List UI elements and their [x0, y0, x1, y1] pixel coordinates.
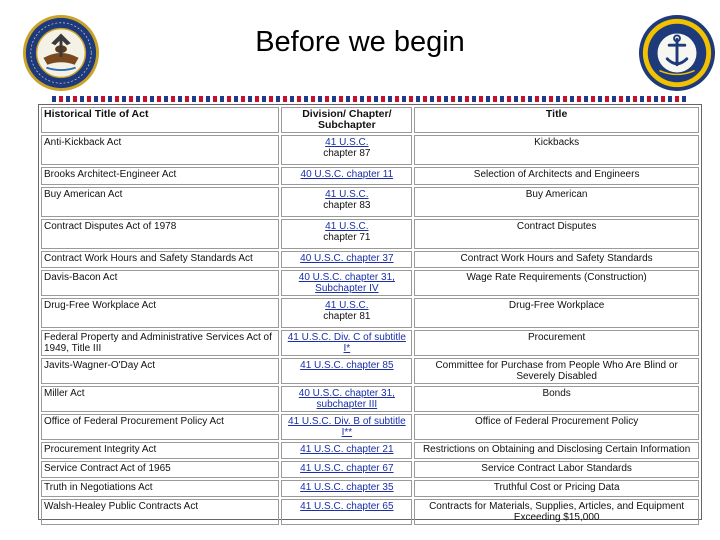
act-historical-title: Walsh-Healey Public Contracts Act: [41, 499, 279, 525]
code-citation-link[interactable]: 41 U.S.C. Div. B of subtitle I**: [288, 416, 406, 438]
code-citation-link[interactable]: 41 U.S.C.: [325, 221, 369, 232]
act-historical-title: Procurement Integrity Act: [41, 442, 279, 459]
navy-seal-icon: [22, 14, 100, 92]
act-title: Drug-Free Workplace: [414, 298, 699, 328]
table-row: [41, 135, 699, 165]
code-citation-link[interactable]: 41 U.S.C. chapter 21: [300, 444, 394, 455]
slide-title: Before we begin: [255, 26, 465, 58]
act-division-chapter: [281, 442, 412, 459]
act-title: Wage Rate Requirements (Construction): [414, 270, 699, 296]
table-row: [41, 480, 699, 497]
code-chapter-label: chapter 81: [323, 311, 371, 322]
act-title: Service Contract Labor Standards: [414, 461, 699, 478]
code-citation-link[interactable]: 41 U.S.C.: [325, 137, 369, 148]
acts-table: [39, 105, 701, 527]
act-division-chapter: [281, 414, 412, 440]
code-citation-link[interactable]: 41 U.S.C. chapter 65: [300, 501, 394, 512]
table-row: [41, 386, 699, 412]
code-citation-link[interactable]: 41 U.S.C.: [325, 189, 369, 200]
act-title: Selection of Architects and Engineers: [414, 167, 699, 185]
act-title: Kickbacks: [414, 135, 699, 165]
act-historical-title: Buy American Act: [41, 187, 279, 217]
table-row: [41, 187, 699, 217]
table-row: [41, 499, 699, 525]
code-citation-link[interactable]: 41 U.S.C. Div. C of subtitle I*: [287, 332, 406, 354]
act-division-chapter: [281, 480, 412, 497]
act-division-chapter: [281, 270, 412, 296]
table-row: [41, 330, 699, 356]
code-citation-link[interactable]: 40 U.S.C. chapter 37: [300, 253, 394, 264]
act-division-chapter: [281, 358, 412, 384]
act-historical-title: Anti-Kickback Act: [41, 135, 279, 165]
act-title: Contract Disputes: [414, 219, 699, 249]
act-historical-title: Miller Act: [41, 386, 279, 412]
act-division-chapter: [281, 386, 412, 412]
act-division-chapter: [281, 219, 412, 249]
act-historical-title: Truth in Negotiations Act: [41, 480, 279, 497]
code-chapter-label: chapter 71: [323, 232, 371, 243]
table-row: [41, 219, 699, 249]
act-title: Procurement: [414, 330, 699, 356]
act-title: Truthful Cost or Pricing Data: [414, 480, 699, 497]
act-division-chapter: [281, 251, 412, 268]
act-division-chapter: [281, 461, 412, 478]
table-row: [41, 251, 699, 268]
act-title: Buy American: [414, 187, 699, 217]
table-row: [41, 270, 699, 296]
code-citation-link[interactable]: 41 U.S.C. chapter 35: [300, 482, 394, 493]
code-citation-link[interactable]: 40 U.S.C. chapter 31, subchapter III: [298, 388, 395, 410]
code-citation-link[interactable]: 40 U.S.C. chapter 11: [300, 169, 394, 180]
act-title: Bonds: [414, 386, 699, 412]
header-historical-title: Historical Title of Act: [41, 107, 279, 133]
table-row: [41, 358, 699, 384]
code-chapter-label: chapter 83: [323, 200, 371, 211]
acts-table-container: [38, 104, 702, 523]
header-division-chapter: Division/ Chapter/ Subchapter: [281, 107, 412, 133]
act-division-chapter: [281, 499, 412, 525]
act-title: Committee for Purchase from People Who Are Blind or Severely Disabled: [414, 358, 699, 384]
act-division-chapter: [281, 167, 412, 185]
table-header-row: [41, 107, 699, 133]
act-historical-title: Javits-Wagner-O'Day Act: [41, 358, 279, 384]
code-citation-link[interactable]: 41 U.S.C.: [325, 300, 369, 311]
table-row: [41, 298, 699, 328]
act-division-chapter: [281, 135, 412, 165]
table-row: [41, 167, 699, 185]
act-historical-title: Brooks Architect-Engineer Act: [41, 167, 279, 185]
act-division-chapter: [281, 330, 412, 356]
act-title: Contract Work Hours and Safety Standards: [414, 251, 699, 268]
act-historical-title: Office of Federal Procurement Policy Act: [41, 414, 279, 440]
decorative-stripe: [52, 96, 686, 102]
act-historical-title: Contract Work Hours and Safety Standards Act: [41, 251, 279, 268]
act-title: Contracts for Materials, Supplies, Articles, and Equipment Exceeding $15,000: [414, 499, 699, 525]
act-historical-title: Service Contract Act of 1965: [41, 461, 279, 478]
code-chapter-label: chapter 87: [323, 148, 371, 159]
act-title: Office of Federal Procurement Policy: [414, 414, 699, 440]
header-title: Title: [414, 107, 699, 133]
act-historical-title: Federal Property and Administrative Services Act of 1949, Title III: [41, 330, 279, 356]
code-citation-link[interactable]: 40 U.S.C. chapter 31, Subchapter IV: [298, 272, 395, 294]
act-historical-title: Davis-Bacon Act: [41, 270, 279, 296]
table-row: [41, 442, 699, 459]
act-title: Restrictions on Obtaining and Disclosing Certain Information: [414, 442, 699, 459]
act-historical-title: Drug-Free Workplace Act: [41, 298, 279, 328]
act-division-chapter: [281, 187, 412, 217]
act-historical-title: Contract Disputes Act of 1978: [41, 219, 279, 249]
table-row: [41, 414, 699, 440]
table-row: [41, 461, 699, 478]
code-citation-link[interactable]: 41 U.S.C. chapter 85: [300, 360, 394, 371]
naval-contracting-seal-icon: [638, 14, 716, 92]
code-citation-link[interactable]: 41 U.S.C. chapter 67: [300, 463, 394, 474]
act-division-chapter: [281, 298, 412, 328]
